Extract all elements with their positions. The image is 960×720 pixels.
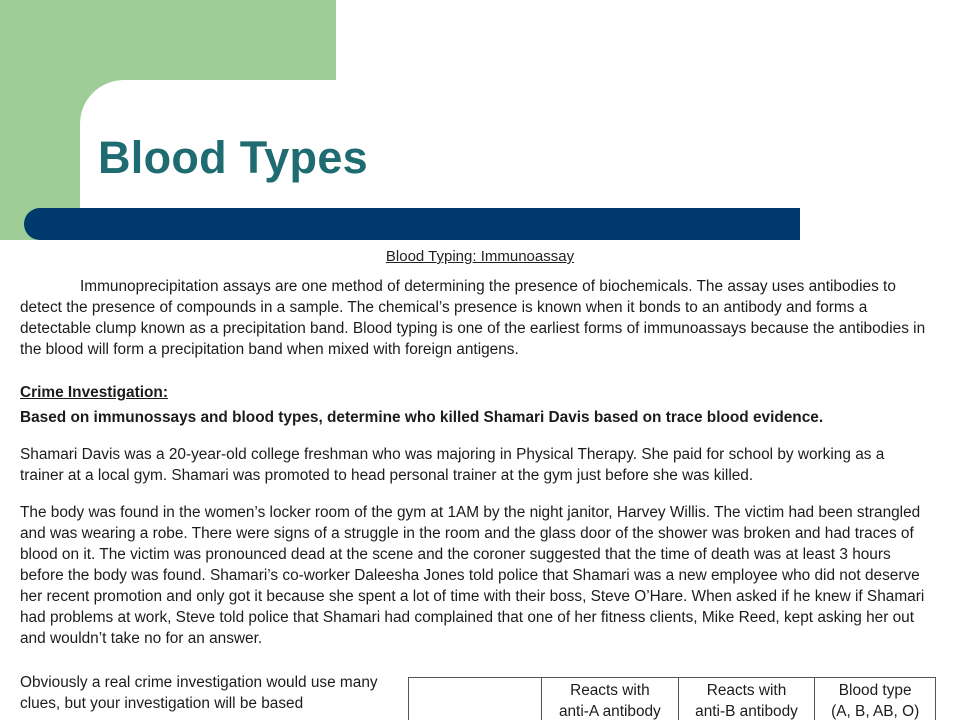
header-line-2: anti-B antibody <box>695 703 798 720</box>
victim-paragraph: Shamari Davis was a 20-year-old college freshman who was majoring in Physical Therapy. She paid for school by working as a trainer at a local gym. Shamari was promoted to head personal trainer at the gym just before she was killed. <box>20 446 885 484</box>
header-line-2: (A, B, AB, O) <box>831 703 920 720</box>
document-heading: Blood Typing: Immunoassay <box>385 248 575 265</box>
table-header-cell <box>815 678 936 720</box>
table-header-cell <box>409 678 542 720</box>
header-line-1: Reacts with <box>570 682 650 699</box>
slide-title: Blood Types <box>98 132 368 183</box>
scene-paragraph: The body was found in the women’s locker room of the gym at 1AM by the night janitor, Harvey Willis. The victim had been strangled and was wearing a robe. There were signs of a struggle in the room and the glass door of the shower was broken and had traces of blood on it. The victim was pronounced dead at the scene and the coroner suggested that the time of death was at least 3 hours before the body was found. Shamari’s co-worker Daleesha Jones told police that Shamari was a new employee who did not deserve her recent promotion and only got it because she spent a lot of time with their boss, Steve O’Hare. When asked if he knew if Shamari had problems at work, Steve told police that Shamari had complained that one of her fitness clients, Mike Reed, kept asking her out and wouldn’t take no for an answer. <box>20 504 925 647</box>
header-line-1: Blood type <box>838 682 912 699</box>
document-image <box>0 240 960 720</box>
title-underline-bar <box>24 208 800 240</box>
task-statement: Based on immunossays and blood types, determine who killed Shamari Davis based on trace blood evidence. <box>20 409 824 426</box>
table-header-row <box>409 678 936 720</box>
header-line-2 <box>415 701 535 720</box>
header-line-1 <box>415 680 535 701</box>
table-header-cell <box>542 678 679 720</box>
header-line-1: Reacts with <box>706 682 787 699</box>
header-line-2: anti-A antibody <box>558 703 661 720</box>
clues-paragraph: Obviously a real crime investigation would use many clues, but your investigation will be based <box>20 674 378 712</box>
table-header-cell <box>678 678 815 720</box>
blood-type-table <box>408 677 936 720</box>
crime-investigation-heading: Crime Investigation: <box>20 384 168 401</box>
intro-paragraph: Immunoprecipitation assays are one method of determining the presence of biochemicals. The assay uses antibodies to detect the presence of compounds in a sample. The chemical’s presence is known when it bonds to an antibody and forms a detectable clump known as a precipitation band. Blood typing is one of the earliest forms of immunoassays because the antibodies in the blood will form a precipitation band when mixed with foreign antigens. <box>20 278 926 358</box>
